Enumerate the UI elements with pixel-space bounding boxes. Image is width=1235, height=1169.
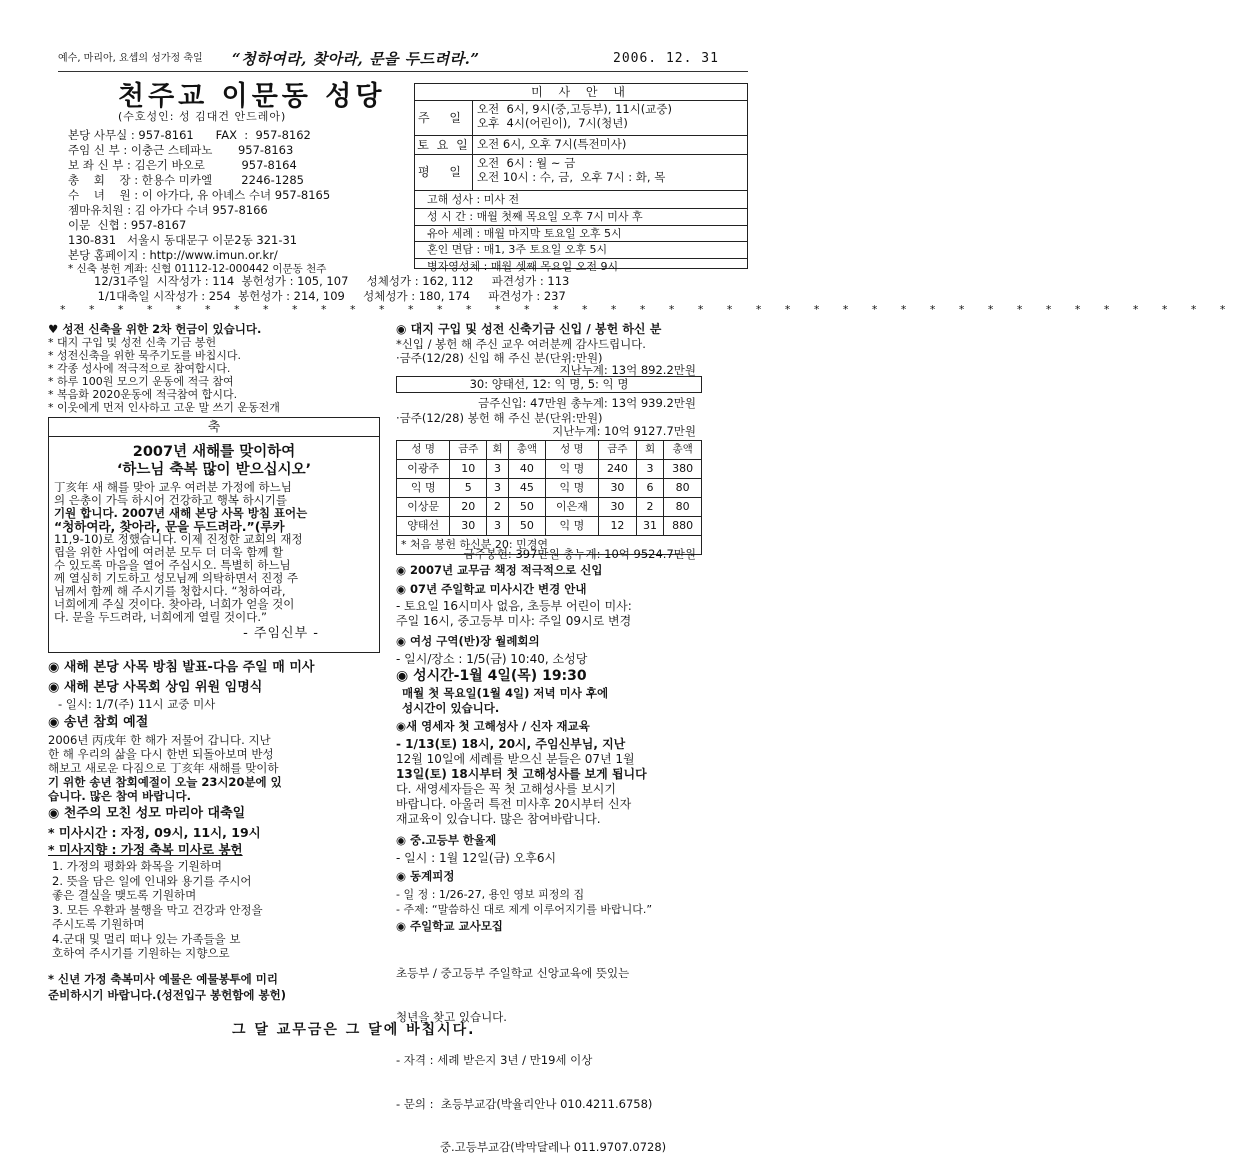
mass-row-weekday [415,155,747,191]
church-address: 130-831 서울시 동대문구 이문2동 321-31 [68,233,298,247]
building-fund-title: ◉ 대지 구입 및 성전 신축기금 신입 / 봉헌 하신 분 [396,322,662,336]
donor-list: 30: 양태선, 12: 익 명, 5: 익 명 [396,376,702,393]
new-year-subtitle: ‘하느님 축복 많이 받으십시오’ [116,462,312,479]
staff-kindergarten: 젬마유치원 : 김 아가다 수녀 957-8166 [68,203,268,217]
sacrament-row: 유아 세례 : 매월 마지막 토요일 오후 5시 [415,226,747,243]
mass-times: 오전 6시 : 월 ~ 금 오전 10시 : 수, 금, 오후 7시 : 화, 목 [477,156,666,185]
notice-youth-festival: ◉ 중.고등부 한울제 [396,833,497,847]
second-collection-title: ♥ 성전 신축을 위한 2차 헌금이 있습니다. [48,322,262,336]
notice-body: 2006년 丙戌年 한 해가 저물어 갑니다. 지난 한 해 우리의 삶을 다시 한번 되돌아보며 반성 해보고 새로운 다짐으로 丁亥年 새해를 맞이하 기 위한 송년 참회예절이 오늘 23시20분에 있 습니다. 많은 참여 바랍니다. [48,733,282,803]
notice-body: - 일시/장소 : 1/5(금) 10:40, 소성당 [396,652,588,666]
notice-body: - 1/13(토) 18시, 20시, 주임신부님, 지난 12월 10일에 세례를 받으신 분들은 07년 1월 13일(토) 18시부터 첫 고해성사를 보게 됩니다 다. 새영세자들은 꼭 첫 고해성사를 보시기 바랍니다. 아울러 특전 미사후 20시부터 신자 재교육이 있습니다. 많은 참여바랍니다. [396,737,647,826]
mass-heading: 미 사 안 내 [415,84,747,101]
list-item: * 복음화 2020운동에 적극참여 합시다. [48,388,238,401]
offering-week-total: 금주봉헌: 397만원 총누계: 10억 9524.7만원 [463,547,696,561]
table-row: 이상문 20 2 50 이은재 30 2 80 [397,498,702,517]
prayer-list [48,336,380,414]
list-item: 2. 뜻을 담은 일에 인내와 용기를 주시어 [52,873,252,888]
list-item: * 이웃에게 먼저 인사하고 고운 말 쓰기 운동전개 [48,401,280,414]
mass-row-sunday [415,101,747,136]
staff-credit-union: 이문 신협 : 957-8167 [68,218,187,232]
slogan: “청하여라, 찾아라, 문을 두드려라.” [232,50,480,68]
donation-account: * 신축 봉헌 계좌: 신협 01112-12-000442 이문동 천주 [68,263,327,275]
celebration-label: 축 [48,417,380,437]
fund-week-total: 금주신입: 47만원 총누계: 13억 939.2만원 [478,396,696,410]
offering-note: * 신년 가정 축복미사 예물은 예물봉투에 미리 [48,972,278,986]
table-row: 양태선 30 3 50 익 명 12 31 880 [397,517,702,536]
list-item: 주시도록 기원하며 [52,917,145,931]
mass-times-detail: * 미사시간 : 자정, 09시, 11시, 19시 [48,825,261,840]
sacrament-row: 병자영성체 : 매월 셋째 목요일 오전 9시 [427,260,619,273]
notice-mary-solemnity: ◉ 천주의 모친 성모 마리아 대축일 [48,806,246,821]
issue-date: 2006. 12. 31 [613,51,719,66]
mass-label: 평 일 [415,155,473,190]
offering-note: 준비하시기 바랍니다.(성전입구 봉헌함에 봉헌) [48,988,286,1002]
staff-assistant: 보 좌 신 부 : 김은기 바오로 957-8164 [68,158,297,172]
offering-table [396,440,702,555]
intention-list [48,859,380,961]
mass-times: 오전 6시, 오후 7시(특전미사) [477,137,627,151]
table-header: 성 명 금주 회 총액 성 명 금주 회 총액 [397,441,702,460]
list-item: * 성전신축을 위한 묵주기도를 바칩시다. [48,349,241,362]
offering-title: ·금주(12/28) 봉헌 해 주신 분(단위:만원) [396,411,603,425]
list-item: * 각종 성사에 적극적으로 참여합시다. [48,362,231,375]
staff-pastor: 주임 신 부 : 이충근 스테파노 957-8163 [68,143,294,157]
list-item: * 대지 구입 및 성전 신축 기금 봉헌 [48,336,217,349]
new-year-message-box [48,437,380,653]
church-homepage[interactable]: 본당 홈페이지 : http://www.imun.or.kr/ [68,248,278,262]
notice-winter-retreat: ◉ 동계피정 [396,869,455,883]
staff-convent: 수 녀 원 : 이 아가다, 유 아녜스 수녀 957-8165 [68,188,331,202]
list-item: 호하여 주시기를 기원하는 지향으로 [52,946,230,960]
notice-body: - 일시 : 1월 12일(금) 오후6시 [396,851,557,865]
sacrament-schedule [415,192,747,275]
footer-slogan: 그 달 교무금은 그 달에 바칩시다. [232,1022,476,1038]
fund-previous-total: 지난누계: 13억 892.2만원 [559,363,696,377]
list-item: * 하루 100원 모으기 운동에 적극 참여 [48,375,234,388]
mass-label: 토 요 일 [415,136,473,154]
sacrament-row: 혼인 면담 : 매1, 3주 토요일 오후 5시 [415,242,747,259]
church-title: 천주교 이문동 성당 [118,81,386,112]
patron-saint: (수호성인: 성 김대건 안드레아) [118,110,287,123]
notice-council-appointment: ◉ 새해 본당 사목회 상임 위원 임명식 [48,680,263,695]
hymns-dec31: 12/31주일 시작성가 : 114 봉헌성가 : 105, 107 성체성가 : 162, 112 파견성가 : 113 [94,274,570,288]
notice-pastoral-policy: ◉ 새해 본당 사목 방침 발표-다음 주일 매 미사 [48,660,315,675]
new-year-body: 丁亥年 새 해를 맞아 교우 여러분 가정에 하느님 의 은총이 가득 하시어 건강하고 행복 하시기를 기원 합니다. 2007년 새해 본당 사목 방침 표어는 “청하여라, 찾아라, 문을 두드려라.”(루카 11,9-10)로 정했습니다. 이제 진정한 교회의 재정 립을 위한 사업에 여러분 모두 더 더욱 함께 할 수 있도록 마음을 열어 주십시오. 특별히 하느님 께 열심히 기도하고 성모님께 의탁하면서 진정 주 님께서 함께 해 주시기를 청합시다. “청하여라, 너희에게 주실 것이다. 찾아라, 너희가 얻을 것이 다. 문을 두드려라, 너희에게 열릴 것이다.” [54,480,308,625]
mass-row-saturday [415,136,747,155]
table-footer-row: * 처음 봉헌 하신분 20: 민경연 [397,536,702,555]
sacrament-row: 성 시 간 : 매월 첫째 목요일 오후 7시 미사 후 [415,209,747,226]
mass-times: 오전 6시, 9시(중,고등부), 11시(교중) 오후 4시(어린이), 7시(청년) [477,102,672,131]
list-item: 1. 가정의 평화와 화목을 기원하며 [52,859,223,873]
hymns-jan1: 1/1대축일 시작성가 : 254 봉헌성가 : 214, 109 성체성가 : 180, 174 파견성가 : 237 [94,289,566,303]
notice-body: - 일 정 : 1/26-27, 용인 영보 피정의 집 - 주제: “말씀하신 대로 제게 이루어지기를 바랍니다.” [396,888,653,916]
feast-motto: 예수, 마리아, 요셉의 성가정 축일 [58,53,203,64]
table-row: 익 명 5 3 45 익 명 30 6 80 [397,479,702,498]
notice-annual-pledge: ◉ 2007년 교무금 책정 적극적으로 신입 [396,563,603,577]
notice-holy-hour: ◉ 성시간-1월 4일(목) 19:30 [396,668,587,684]
notice-body: 초등부 / 중고등부 주일학교 신앙교육에 뜻있는 청년을 찾고 있습니다. - 자격 : 세례 받은지 3년 / 만19세 이상 - 문의 : 초등부교감(박율리안나 010.4211.6758) 중.고등부교감(박막달레나 011.9707.0728) [396,966,667,1154]
star-divider: * * * * * * * * * * * * * * * * * * * * * * * * * * * * * * * * * * * * * * * * * [60,303,1235,316]
notice-teacher-recruitment: ◉ 주일학교 교사모집 [396,919,503,933]
notice-women-leaders: ◉ 여성 구역(반)장 월례회의 [396,634,540,648]
notice-year-end-penance: ◉ 송년 참회 예절 [48,715,149,730]
sacrament-row: 고해 성사 : 미사 전 [415,192,747,209]
notice-body: 매월 첫 목요일(1월 4일) 저녁 미사 후에 성시간이 있습니다. [402,686,609,715]
staff-office: 본당 사무실 : 957-8161 FAX : 957-8162 [68,128,311,142]
notice-first-confession: ◉새 영세자 첫 고해성사 / 신자 재교육 [396,719,590,733]
staff-president: 총 회 장 : 한용수 미카엘 2246-1285 [68,173,304,187]
mass-label: 주 일 [415,101,473,135]
pastor-signature: - 주임신부 - [243,626,319,642]
list-item: 4.군대 및 멀리 떠나 있는 가족들을 보 [52,931,241,946]
notice-sunday-school: ◉ 07년 주일학교 미사시간 변경 안내 [396,582,587,596]
table-row: 이광주 10 3 40 익 명 240 3 380 [397,460,702,479]
new-year-title: 2007년 새해를 맞이하여 [132,444,296,460]
list-item: 3. 모든 우환과 불행을 막고 건강과 안정을 [52,902,263,917]
mass-intention: * 미사지향 : 가정 축복 미사로 봉헌 [48,842,243,857]
building-fund-intro: *신입 / 봉헌 해 주신 교우 여러분께 감사드립니다. ·금주(12/28) 신입 해 주신 분(단위:만원) [396,337,646,365]
notice-detail: - 일시: 1/7(주) 11시 교중 미사 [58,697,216,711]
notice-body: - 토요일 16시미사 없음, 초등부 어린이 미사: 주일 16시, 중고등부 미사: 주일 09시로 변경 [396,599,632,628]
offering-previous-total: 지난누계: 10억 9127.7만원 [552,424,696,438]
list-item: 좋은 결실을 맺도록 기원하며 [52,888,197,902]
mass-schedule-box [414,83,748,273]
